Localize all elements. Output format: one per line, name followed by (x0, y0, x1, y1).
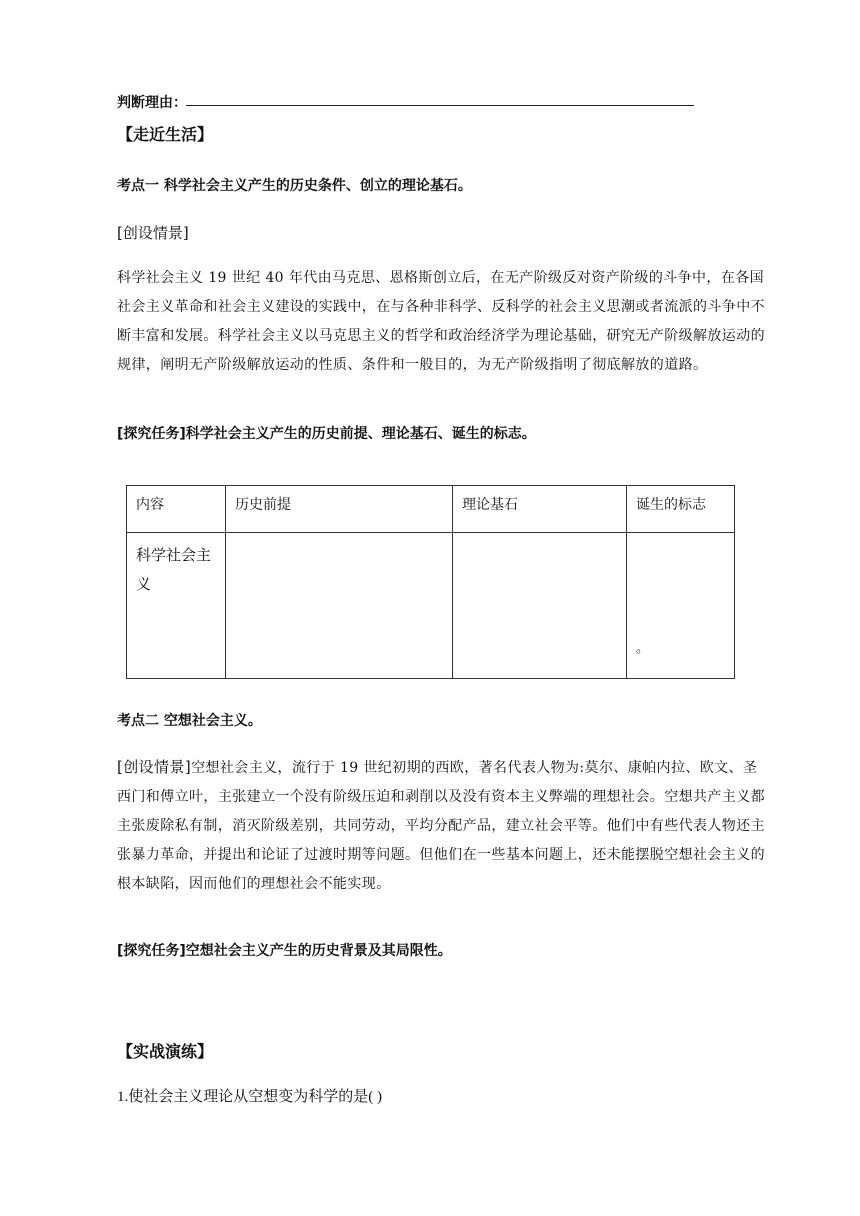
table-row-label (127, 533, 226, 679)
point2-scenario-label: [创设情景] (117, 758, 192, 776)
section-title-practice: 【实战演练】 (117, 1042, 214, 1061)
point2-scenario-text: 空想社会主义，流行于 19 世纪初期的西欧，著名代表人物为:莫尔、康帕内拉、欧文、圣西门和傅立叶，主张建立一个没有阶级压迫和剥削以及没有资本主义弊端的理想社会。空想共产主义都主张废除私有制，消灭阶级差别，共同劳动，平均分配产品，建立社会平等。他们中有些代表人物还主张暴力革命，并提出和论证了过渡时期等问题。但他们在一些基本问题上，还未能摆脱空想社会主义的根本缺陷，因而他们的理想社会不能实现。 (117, 760, 765, 892)
table-header-content: 内容 (127, 486, 226, 533)
table-row-label-text: 科学社会主义 (136, 546, 212, 593)
point2-title: 考点二 空想社会主义。 (117, 713, 262, 729)
table-cell-birth-mark: 。 (636, 641, 650, 656)
point1-title: 考点一 科学社会主义产生的历史条件、创立的理论基石。 (117, 178, 472, 194)
table-header-birth: 诞生的标志 (627, 486, 735, 533)
exploration-table (126, 485, 735, 679)
table-cell-theory[interactable] (453, 533, 627, 679)
section-title-life: 【走近生活】 (117, 125, 214, 144)
table-header-theory: 理论基石 (453, 486, 627, 533)
point1-scenario-label: [创设情景] (117, 224, 189, 242)
point2-scenario (117, 753, 769, 899)
judgement-answer-line[interactable] (186, 104, 694, 106)
point2-task: [探究任务]空想社会主义产生的历史背景及其局限性。 (117, 943, 452, 959)
table-cell-birth[interactable] (627, 533, 735, 679)
point1-task: [探究任务]科学社会主义产生的历史前提、理论基石、诞生的标志。 (117, 426, 536, 442)
judgement-label: 判断理由： (117, 95, 187, 111)
table-cell-history[interactable] (226, 533, 453, 679)
table-header-history: 历史前提 (226, 486, 453, 533)
question-1: 1.使社会主义理论从空想变为科学的是( ) (117, 1089, 382, 1105)
point1-scenario-text: 科学社会主义 19 世纪 40 年代由马克思、恩格斯创立后，在无产阶级反对资产阶级的斗争中，在各国社会主义革命和社会主义建设的实践中，在与各种非科学、反科学的社会主义思潮或者流派的斗争中不断丰富和发展。科学社会主义以马克思主义的哲学和政治经济学为理论基础，研究无产阶级解放运动的规律，阐明无产阶级解放运动的性质、条件和一般目的，为无产阶级指明了彻底解放的道路。 (117, 270, 765, 373)
